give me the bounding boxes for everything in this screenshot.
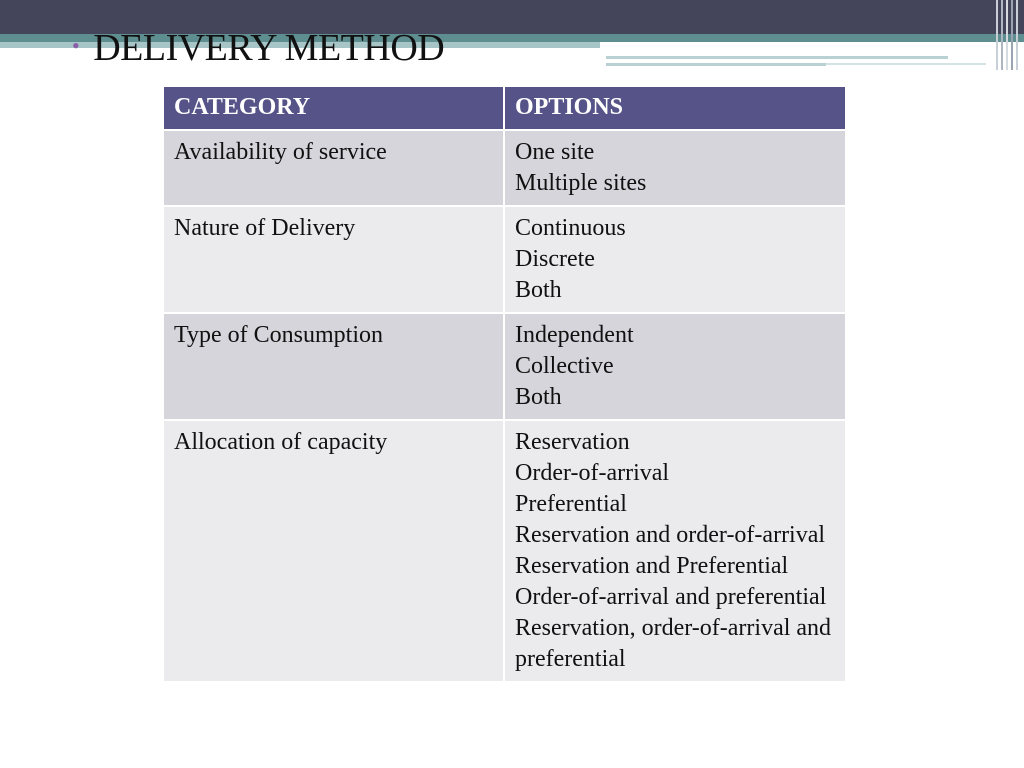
option-item: Independent [515,322,634,348]
options-cell [504,313,846,420]
category-cell: Nature of Delivery [163,206,504,313]
option-item: Discrete [515,246,595,272]
option-item: One site [515,139,595,165]
slide-title-text: DELIVERY METHOD [93,27,445,69]
table-row [163,420,846,682]
table-row [163,130,846,206]
table-header-row [163,86,846,130]
bullet-icon: • [72,33,80,58]
option-item: Reservation and order-of-arrival [515,522,826,548]
option-item: Collective [515,353,614,379]
delivery-method-table [162,85,847,683]
category-cell: Allocation of capacity [163,420,504,682]
header-accent-line [606,63,826,66]
category-cell: Availability of service [163,130,504,206]
slide-title [72,22,444,74]
option-item: Reservation [515,429,630,455]
option-item: Multiple sites [515,170,647,196]
table-row [163,313,846,420]
table-row [163,206,846,313]
header-accent-line [606,56,948,59]
column-header-category: CATEGORY [163,86,504,130]
option-item: Order-of-arrival [515,460,670,486]
option-item: Order-of-arrival and preferential [515,584,827,610]
options-cell [504,420,846,682]
option-item: Reservation, order-of-arrival and preferential [515,615,832,672]
option-item: Reservation and Preferential [515,553,789,579]
column-header-options: OPTIONS [504,86,846,130]
option-item: Continuous [515,215,626,241]
header-stripes [994,0,1024,70]
option-item: Both [515,277,562,303]
options-cell [504,130,846,206]
options-cell [504,206,846,313]
option-item: Preferential [515,491,627,517]
category-cell: Type of Consumption [163,313,504,420]
header-accent-line [826,63,986,65]
option-item: Both [515,384,562,410]
